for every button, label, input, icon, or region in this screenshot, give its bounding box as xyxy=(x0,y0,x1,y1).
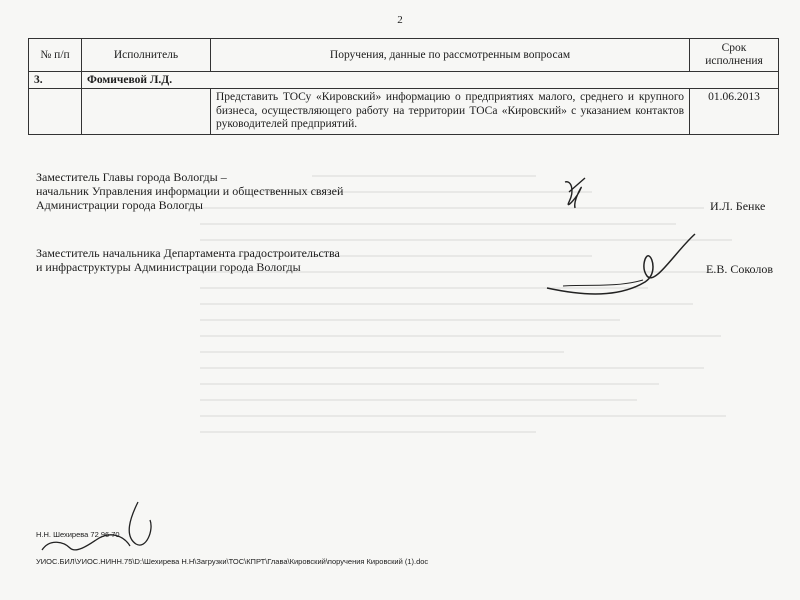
section-executor: Фомичевой Л.Д. xyxy=(82,72,779,89)
footer-author: Н.Н. Шехирева 72 96 70 xyxy=(36,530,120,539)
position-line: и инфраструктуры Администрации города Вологды xyxy=(36,260,301,274)
signatory-2-name: Е.В. Соколов xyxy=(706,262,774,276)
task-text: Представить ТОСу «Кировский» информацию о предприятиях малого, среднего и крупного бизнеса, осуществляющего работу на территории ТОСа «Кировский» с указанием контактов руководителей предприятий. xyxy=(211,89,690,135)
header-number: № п/п xyxy=(29,39,82,72)
section-number: 3. xyxy=(29,72,82,89)
header-orders: Поручения, данные по рассмотренным вопросам xyxy=(211,39,690,72)
signatory-1-name: И.Л. Бенке xyxy=(710,199,766,213)
header-executor: Исполнитель xyxy=(82,39,211,72)
task-deadline: 01.06.2013 xyxy=(690,89,779,135)
header-deadline: Срок исполнения xyxy=(690,39,779,72)
table-header-row xyxy=(29,39,779,72)
empty-cell xyxy=(82,89,211,135)
orders-table xyxy=(28,38,779,135)
position-line: начальник Управления информации и общественных связей xyxy=(36,184,344,198)
position-line: Заместитель Главы города Вологды – xyxy=(36,170,227,184)
signatory-2-position xyxy=(36,246,340,274)
table-row xyxy=(29,89,779,135)
page-number: 2 xyxy=(397,14,403,26)
position-line: Администрации города Вологды xyxy=(36,198,203,212)
footer-file-path: УИОС.БИЛ\УИОС.НИНН.75\D:\Шехирева Н.Н\Загрузки\ТОС\КПРТ\Глава\Кировский\поручения Кировский (1).doc xyxy=(36,557,429,566)
signature-1-image xyxy=(555,170,595,220)
initials-image xyxy=(40,500,170,560)
empty-cell xyxy=(29,89,82,135)
position-line: Заместитель начальника Департамента градостроительства xyxy=(36,246,340,260)
signatory-1-position xyxy=(36,170,343,212)
signature-2-image xyxy=(545,228,705,308)
section-row xyxy=(29,72,779,89)
